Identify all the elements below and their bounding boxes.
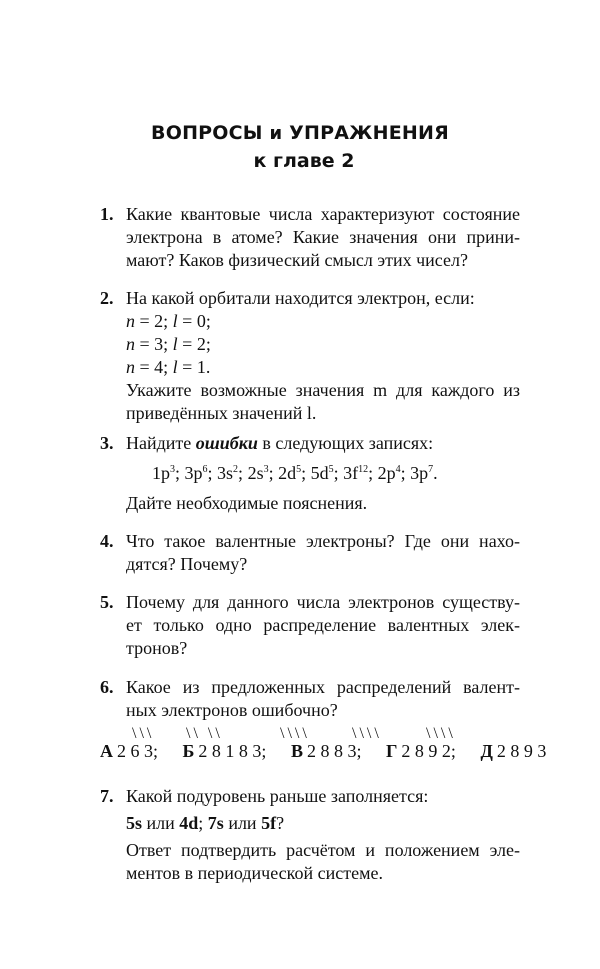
- question-7: [100, 785, 520, 885]
- option: В 2 8 8 3;: [290, 741, 362, 761]
- question-number: 5.: [100, 592, 114, 612]
- question-3: [100, 432, 520, 515]
- question-text-line: На какой орбитали находится электрон, если:: [126, 288, 475, 308]
- question-text-line: дятся? Почему?: [126, 554, 248, 574]
- question-text-line: приведённых значений l.: [126, 403, 317, 423]
- heading-word-3: УПРАЖНЕНИЯ: [289, 122, 449, 144]
- arrow-group: \\\\: [352, 725, 382, 742]
- quantum-case: n = 2; l = 0;: [126, 311, 211, 331]
- question-text-line: Ответ подтвердить расчётом и положением эле-: [126, 840, 520, 860]
- question-text-line: Укажите возможные значения m для каждого из: [126, 380, 520, 400]
- heading-line-1: [0, 120, 600, 147]
- record: $1p^3$;: [152, 463, 181, 483]
- quantum-case: n = 3; l = 2;: [126, 334, 211, 354]
- question-text-line: Какой подуровень раньше заполняется:: [126, 786, 429, 806]
- question-number: 7.: [100, 786, 114, 806]
- arrow-group: \\\: [132, 725, 155, 742]
- question-6: [100, 676, 547, 763]
- option: Г 2 8 9 2;: [385, 741, 456, 761]
- arrow-group: \\\\: [280, 725, 310, 742]
- record: $2d^5$;: [278, 463, 307, 483]
- distribution-arrows: [100, 722, 520, 740]
- electron-records: [126, 462, 520, 485]
- question-1: [100, 203, 520, 272]
- question-text-line: ментов в периодической системе.: [126, 863, 383, 883]
- question-text-line: мают? Каков физический смысл этих чисел?: [126, 250, 468, 270]
- question-text-line: электрона в атоме? Какие значения они прини-: [126, 227, 520, 247]
- heading-word-1: ВОПРОСЫ: [151, 122, 263, 144]
- record: $3s^2$;: [217, 463, 244, 483]
- question-number: 2.: [100, 288, 114, 308]
- distribution-options: [100, 740, 547, 763]
- question-text-line: Что такое валентные электроны? Где они нахо-: [126, 531, 520, 551]
- question-text-line: ных электронов ошибочно?: [126, 700, 338, 720]
- record: $2p^4$;: [377, 463, 406, 483]
- record: $3p^6$;: [184, 463, 213, 483]
- quantum-case: n = 4; l = 1.: [126, 357, 211, 377]
- question-2: [100, 287, 520, 425]
- record: $3f^{12}$;: [343, 463, 374, 483]
- arrow-group: \\\\: [426, 725, 456, 742]
- question-number: 4.: [100, 531, 114, 551]
- record: $5d^5$;: [310, 463, 339, 483]
- question-text-line: Дайте необходимые пояснения.: [126, 493, 368, 513]
- record: $3p^7$.: [410, 463, 438, 483]
- question-4: [100, 530, 520, 576]
- question-text-line: Какие квантовые числа характеризуют состояние: [126, 204, 520, 224]
- heading-word-2: и: [269, 123, 283, 144]
- question-text-line: Почему для данного числа электронов существу-: [126, 592, 520, 612]
- question-text-line: ет только одно распределение валентных элек-: [126, 615, 520, 635]
- question-text-line: тронов?: [126, 638, 188, 658]
- chapter-heading: [0, 120, 600, 175]
- question-5: [100, 591, 520, 660]
- question-text-line: Какое из предложенных распределений валент-: [126, 677, 520, 697]
- question-text-line: Найдите ошибки в следующих записях:: [126, 433, 434, 453]
- question-number: 3.: [100, 433, 114, 453]
- heading-line-2: к главе 2: [253, 150, 355, 172]
- option: Д 2 8 9 3: [480, 741, 547, 761]
- arrow-group: \\ \\: [186, 725, 223, 742]
- option: Б 2 8 1 8 3;: [182, 741, 267, 761]
- question-number: 6.: [100, 677, 114, 697]
- option: А 2 6 3;: [100, 741, 159, 761]
- record: $2s^3$;: [247, 463, 274, 483]
- question-number: 1.: [100, 204, 114, 224]
- sublevel-choice: 5s или 4d; 7s или 5f?: [126, 813, 285, 833]
